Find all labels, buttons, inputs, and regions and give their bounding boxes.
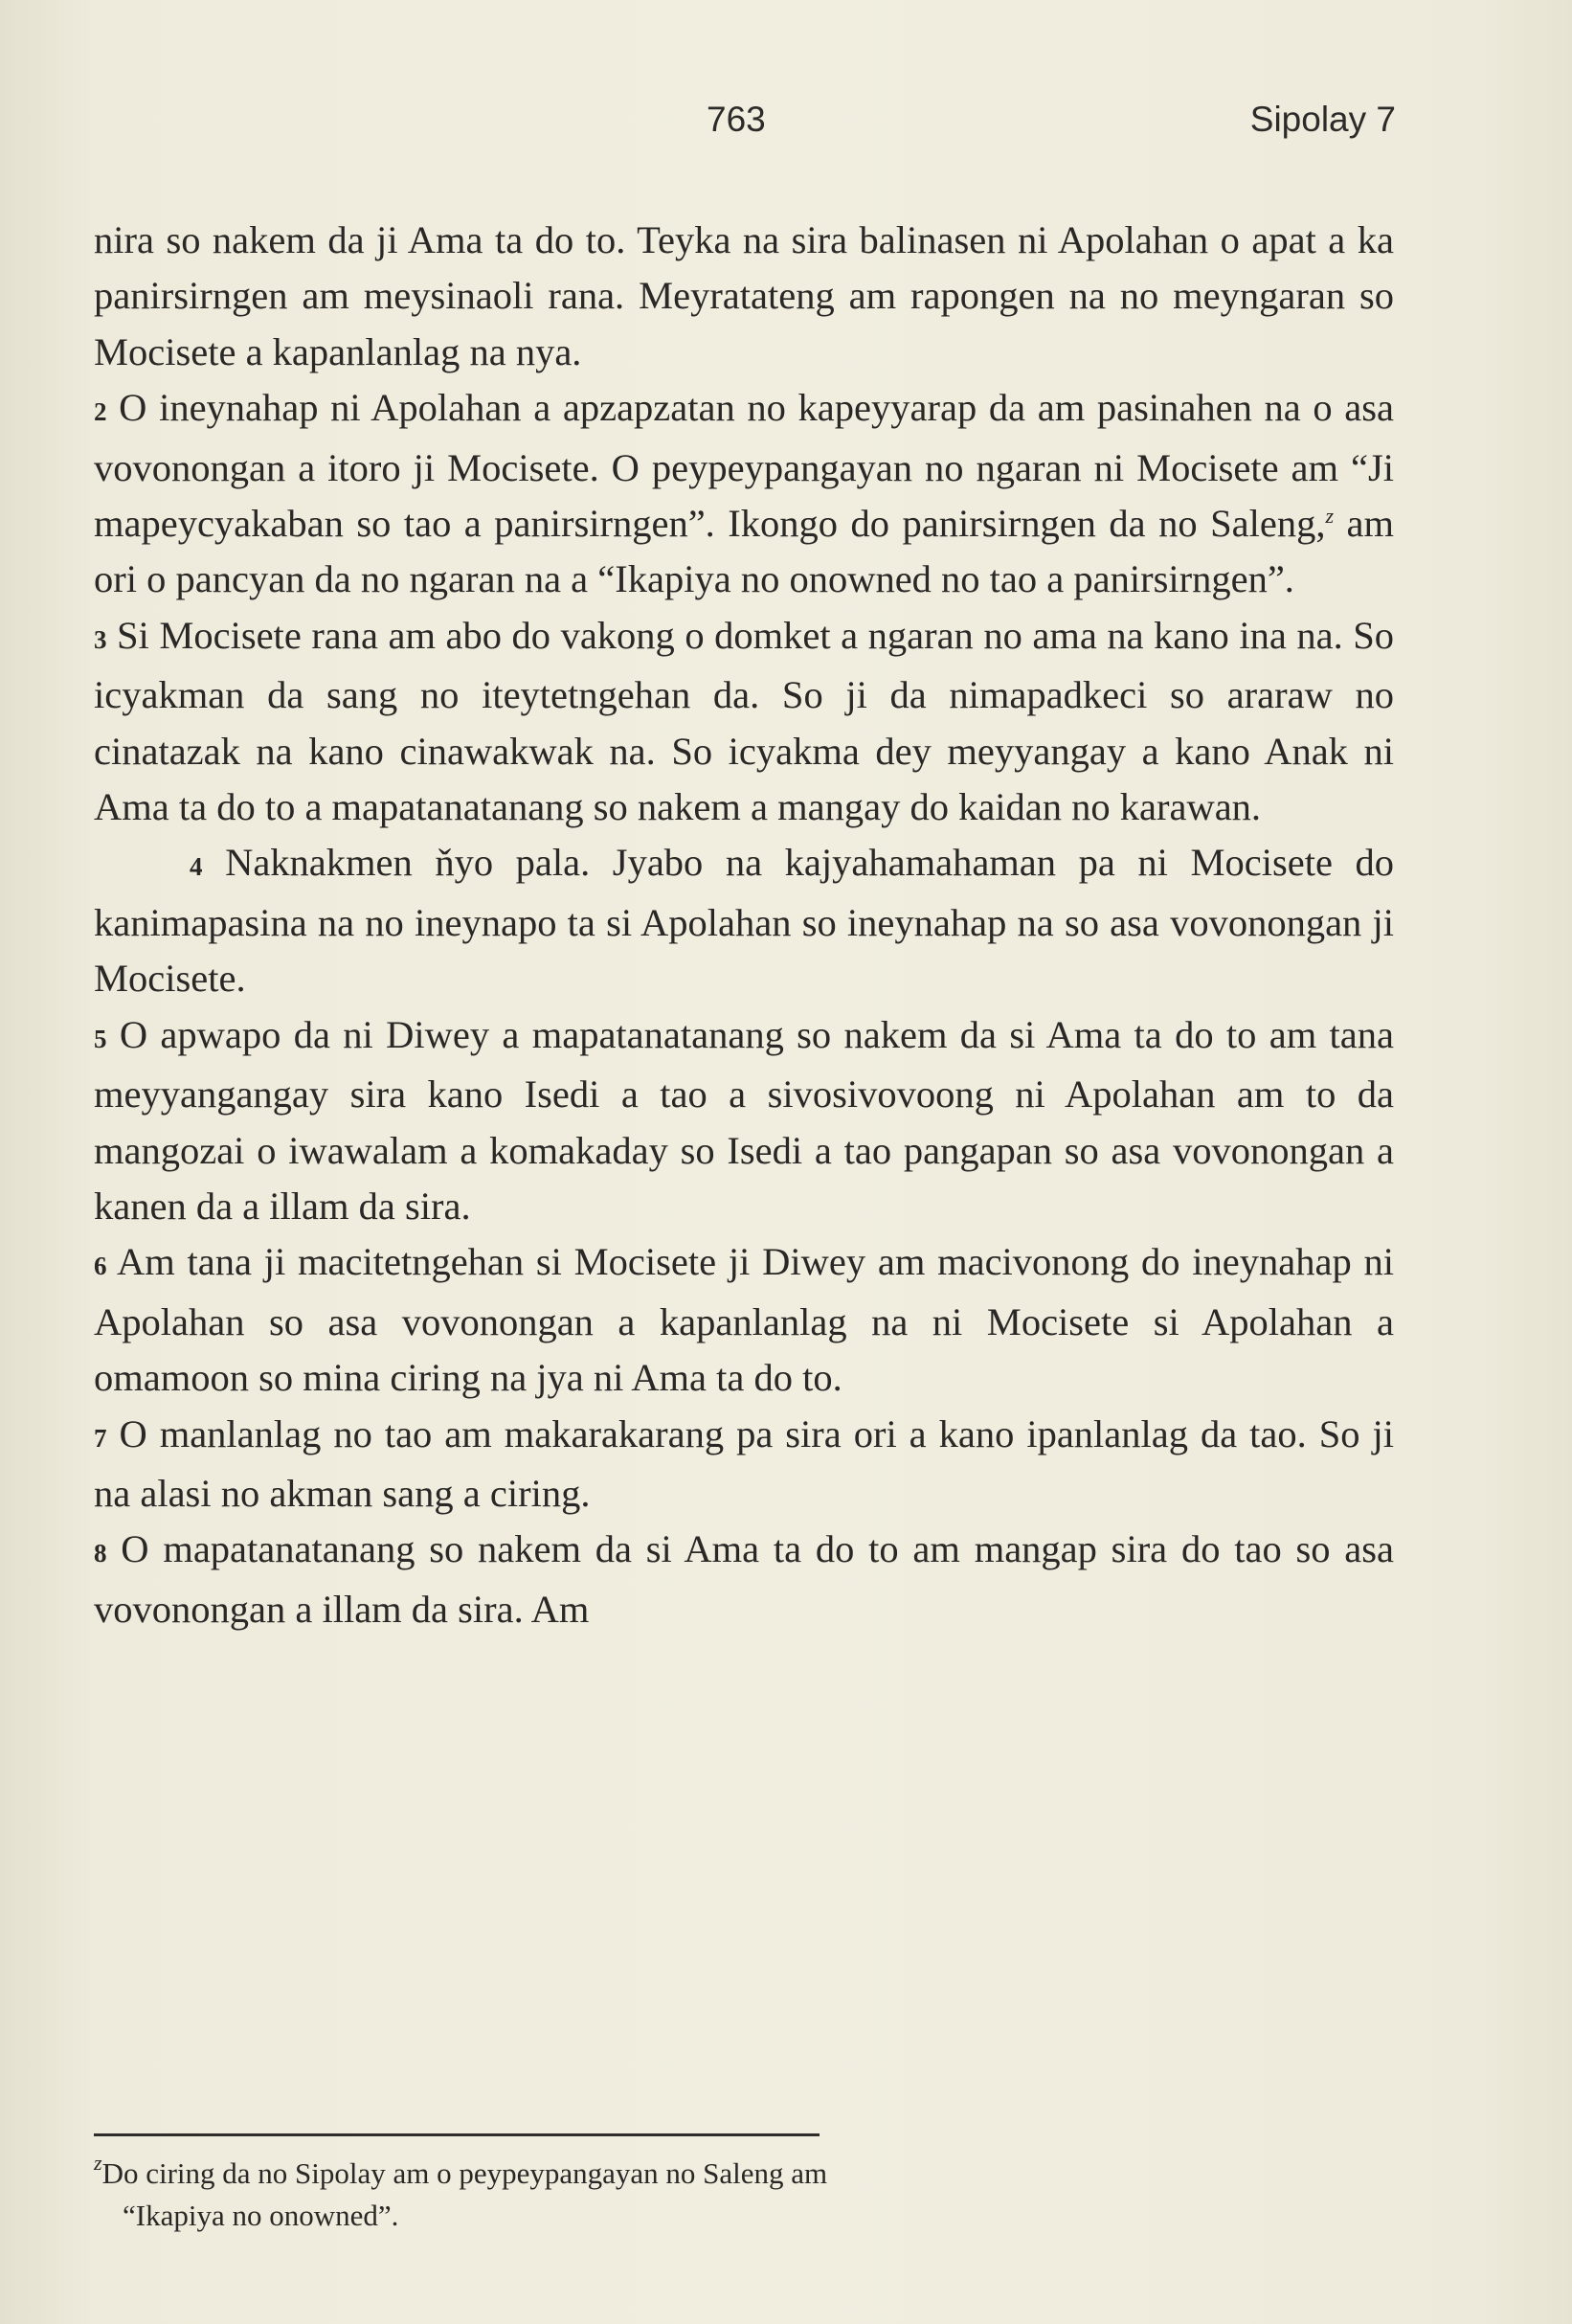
- footnote-reference: z: [1325, 504, 1335, 529]
- verse-number: 5: [94, 1024, 107, 1053]
- verse-text: O ineynahap ni Apolahan a apzapzatan no kapeyyarap da am pasinahen na o asa vovonongan a itoro ji Mocisete. O peypeypangayan no ngaran ni Mocisete am “Ji mapeycyakaban so tao a panirsirngen”. Ikongo do panirsirngen da no Saleng,: [94, 386, 1395, 546]
- verse-text: O apwapo da ni Diwey a mapatanatanang so nakem da si Ama ta do to am tana meyyangangay sira kano Isedi a tao a sivosivovoong ni Apolahan am to da mangozai o iwawalam a komakaday so Isedi a tao pangapan so asa vovonongan a kanen da a illam da sira.: [94, 1012, 1395, 1228]
- running-title: Sipolay 7: [1249, 100, 1396, 139]
- verse-5: [94, 1007, 1394, 1235]
- verse-number: 8: [94, 1539, 107, 1568]
- verse-number: 4: [190, 852, 203, 882]
- verse-3: [94, 608, 1394, 836]
- footnote: [94, 2153, 1338, 2237]
- verse-number: 2: [94, 397, 107, 427]
- verse-4: [94, 835, 1394, 1006]
- page-header: [0, 100, 1572, 157]
- verse-text-continued: am ori o pancyan da no ngaran na a “Ikapiya no onowned no tao a panirsirngen”.: [94, 502, 1394, 601]
- page-number: 763: [707, 100, 766, 139]
- verse-text: Naknakmen ňyo pala. Jyabo na kajyahamahaman pa ni Mocisete do kanimapasina na no ineynapo ta si Apolahan so ineynahap na so asa vovonongan ji Mocisete.: [94, 841, 1395, 1001]
- verse-6: [94, 1234, 1394, 1406]
- verse-8: [94, 1522, 1394, 1637]
- footnote-line-2: “Ikapiya no onowned”.: [123, 2199, 399, 2232]
- body-text: [94, 213, 1394, 1637]
- footnote-mark: z: [94, 2151, 102, 2175]
- verse-7: [94, 1407, 1394, 1523]
- verse-text: O manlanlag no tao am makarakarang pa sira ori a kano ipanlanlag da tao. So ji na alasi no akman sang a ciring.: [94, 1411, 1395, 1515]
- verse-number: 3: [94, 624, 107, 654]
- verse-number: 7: [94, 1423, 107, 1453]
- footnote-divider: [94, 2133, 820, 2136]
- verse-text: Am tana ji macitetngehan si Mocisete ji Diwey am macivonong do ineynahap ni Apolahan so asa vovonongan a kapanlanlag na ni Mocisete si Apolahan a omamoon so mina ciring na jya ni Ama ta do to.: [94, 1240, 1394, 1400]
- verse-2: [94, 380, 1394, 608]
- footnote-text: Do ciring da no Sipolay am o peypeypangayan no Saleng am: [101, 2156, 828, 2190]
- verse-number: 6: [94, 1252, 107, 1281]
- verse-text: Si Mocisete rana am abo do vakong o domket a ngaran no ama na kano ina na. So icyakman da sang no iteytetngehan da. So ji da nimapadkeci so araraw no cinatazak na kano cinawakwak na. So icyakma dey meyyangay a kano Anak ni Ama ta do to a mapatanatanang so nakem a mangay do kaidan no karawan.: [94, 613, 1394, 829]
- intro-paragraph: nira so nakem da ji Ama ta do to. Teyka na sira balinasen ni Apolahan o apat a ka panirsirngen am meysinaoli rana. Meyratateng am rapongen na no meyngaran so Mocisete a kapanlanlag na nya.: [94, 218, 1394, 373]
- verse-text: O mapatanatanang so nakem da si Ama ta do to am mangap sira do tao so asa vovonongan a illam da sira. Am: [94, 1527, 1394, 1631]
- footnote-line-1: [94, 2153, 1338, 2195]
